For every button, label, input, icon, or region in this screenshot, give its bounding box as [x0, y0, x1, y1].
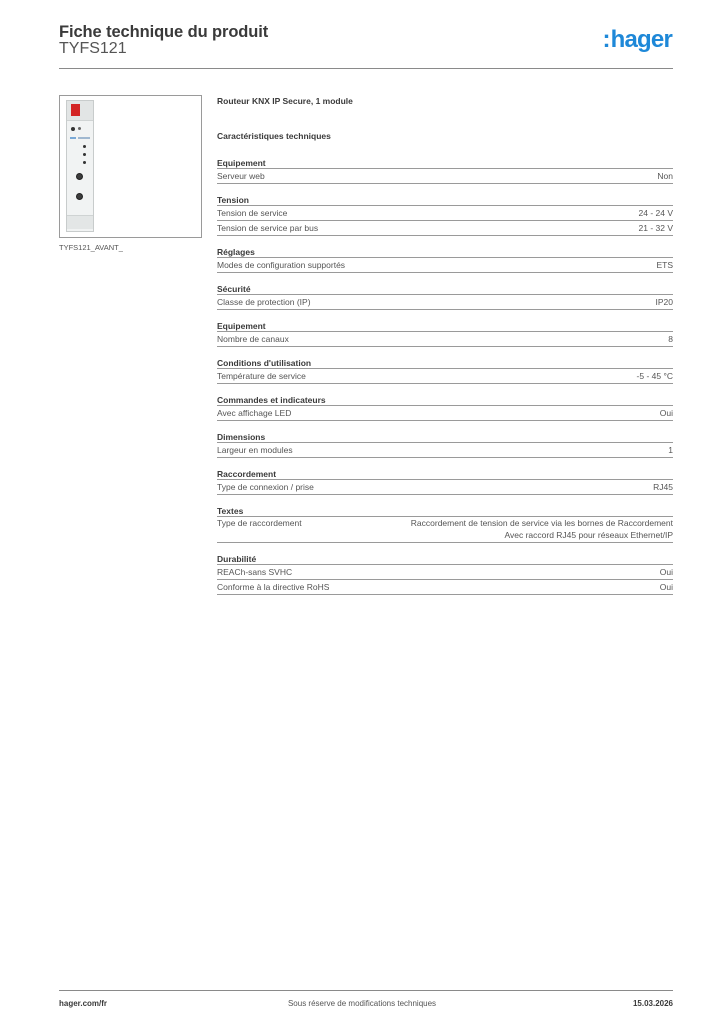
document-title: Fiche technique du produit — [59, 23, 269, 41]
device-label-bar — [70, 137, 76, 139]
section-title: Commandes et indicateurs — [217, 394, 673, 406]
section-title: Dimensions — [217, 431, 673, 443]
page-header — [59, 20, 673, 70]
product-name: Routeur KNX IP Secure, 1 module — [217, 96, 353, 106]
device-led-dot — [78, 127, 81, 130]
spec-value: 21 - 32 V — [638, 223, 673, 233]
product-image-frame — [59, 95, 202, 238]
image-caption: TYFS121_AVANT_ — [59, 243, 123, 252]
product-code: TYFS121 — [59, 40, 127, 57]
spec-row — [217, 206, 673, 221]
spec-row — [217, 480, 673, 495]
spec-label: Classe de protection (IP) — [217, 297, 311, 307]
section-title: Sécurité — [217, 283, 673, 295]
spec-section — [217, 320, 673, 347]
section-title: Equipement — [217, 157, 673, 169]
hager-logo — [602, 26, 672, 54]
spec-label: Type de connexion / prise — [217, 482, 314, 492]
spec-label: Avec affichage LED — [217, 408, 292, 418]
spec-row — [217, 443, 673, 458]
spec-value: Oui — [659, 582, 673, 592]
spec-row — [217, 295, 673, 310]
spec-row — [217, 517, 673, 543]
spec-value: IP20 — [655, 297, 673, 307]
spec-section — [217, 357, 673, 384]
spec-value — [411, 518, 673, 541]
footer-date: 15.03.2026 — [632, 999, 673, 1008]
section-title: Textes — [217, 505, 673, 517]
device-button — [76, 173, 83, 180]
spec-row — [217, 221, 673, 236]
section-title: Equipement — [217, 320, 673, 332]
spec-label: REACh-sans SVHC — [217, 567, 293, 577]
spec-heading: Caractéristiques techniques — [217, 131, 331, 141]
spec-row — [217, 580, 673, 595]
spec-label: Serveur web — [217, 171, 265, 181]
device-label-bar — [78, 137, 90, 139]
spec-section — [217, 194, 673, 236]
header-divider — [59, 68, 673, 69]
spec-value: RJ45 — [653, 482, 673, 492]
device-terminal — [67, 215, 93, 229]
spec-row — [217, 369, 673, 384]
spec-value: 24 - 24 V — [638, 208, 673, 218]
spec-value: 8 — [668, 334, 673, 344]
spec-section — [217, 394, 673, 421]
device-display — [71, 104, 80, 116]
device-led-dot — [83, 145, 86, 148]
section-title: Durabilité — [217, 553, 673, 565]
section-title: Réglages — [217, 246, 673, 258]
device-led-dot — [83, 161, 86, 164]
spec-section — [217, 468, 673, 495]
spec-section — [217, 246, 673, 273]
spec-section — [217, 283, 673, 310]
footer-disclaimer: Sous réserve de modifications techniques — [287, 999, 437, 1008]
device-led-dot — [83, 153, 86, 156]
spec-value: Oui — [659, 567, 673, 577]
section-title: Raccordement — [217, 468, 673, 480]
spec-label: Largeur en modules — [217, 445, 293, 455]
spec-section — [217, 431, 673, 458]
spec-row — [217, 258, 673, 273]
logo-colon-mark: : — [602, 26, 610, 53]
spec-label: Modes de configuration supportés — [217, 260, 346, 270]
spec-row — [217, 406, 673, 421]
spec-section — [217, 505, 673, 543]
device-led-dot — [71, 127, 75, 131]
spec-content — [217, 96, 673, 605]
spec-value-line: Raccordement de tension de service via les bornes de Raccordement — [410, 518, 673, 528]
spec-value: -5 - 45 °C — [636, 371, 673, 381]
section-title: Conditions d'utilisation — [217, 357, 673, 369]
brand-name: hager — [610, 26, 672, 53]
spec-label: Type de raccordement — [217, 518, 302, 528]
spec-row — [217, 565, 673, 580]
spec-value: 1 — [668, 445, 673, 455]
spec-row — [217, 332, 673, 347]
spec-value-line: Avec raccord RJ45 pour réseaux Ethernet/IP — [504, 529, 673, 540]
footer-divider — [59, 990, 673, 991]
device-button — [76, 193, 83, 200]
spec-label: Conforme à la directive RoHS — [217, 582, 330, 592]
spec-value: Oui — [659, 408, 673, 418]
section-title: Tension — [217, 194, 673, 206]
spec-section — [217, 157, 673, 184]
spec-label: Tension de service — [217, 208, 288, 218]
product-image — [66, 100, 94, 232]
spec-section — [217, 553, 673, 595]
spec-label: Tension de service par bus — [217, 223, 319, 233]
spec-value: Non — [657, 171, 673, 181]
spec-label: Nombre de canaux — [217, 334, 289, 344]
spec-row — [217, 169, 673, 184]
spec-value: ETS — [656, 260, 673, 270]
footer-website-link[interactable]: hager.com/fr — [59, 999, 108, 1008]
spec-label: Température de service — [217, 371, 306, 381]
